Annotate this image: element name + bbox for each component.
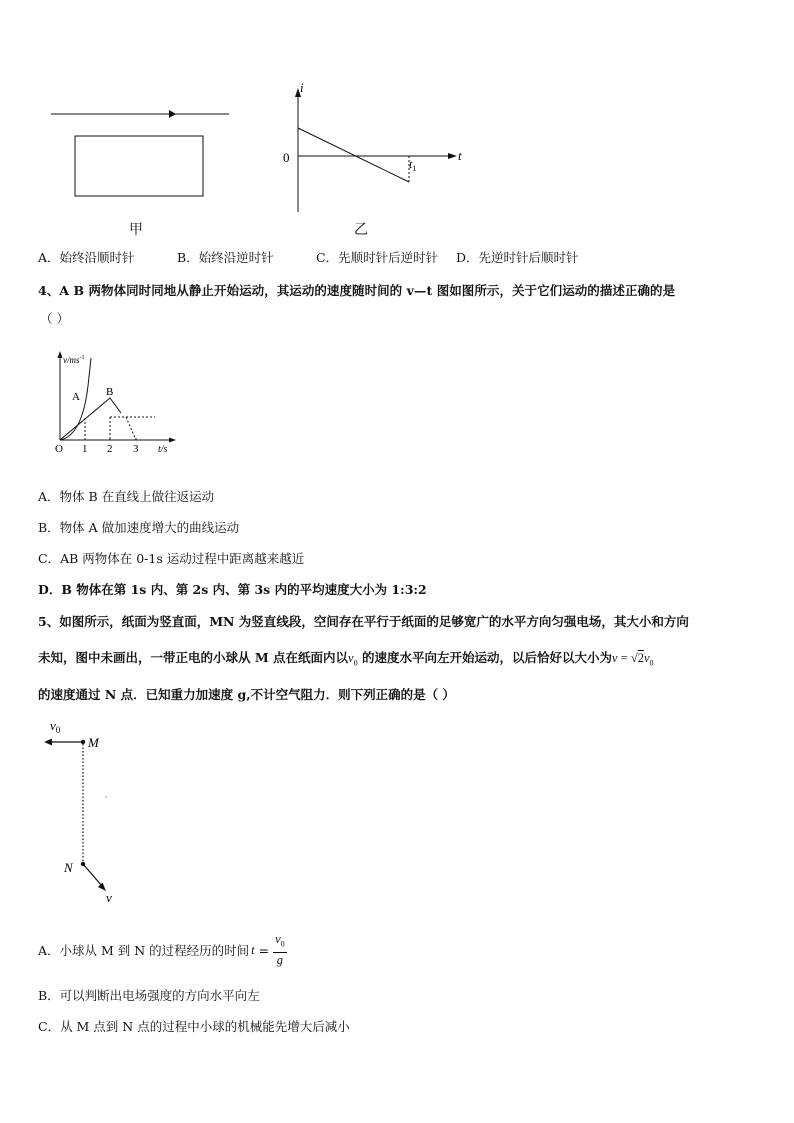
q5-line-1: 5、如图所示，纸面为竖直面，MN 为竖直线段，空间存在平行于纸面的足够宽广的水平方向匀强电场，其大小和方向 — [38, 614, 689, 629]
q3-option-b: B．始终沿逆时针 — [177, 250, 274, 265]
y-axis-label: i — [300, 80, 304, 95]
origin-label: 0 — [283, 150, 290, 165]
v-label: v — [106, 890, 112, 905]
q3-option-d: D．先逆时针后顺时针 — [456, 250, 579, 265]
coil-rectangle — [75, 136, 203, 196]
point-m — [81, 740, 85, 744]
x-axis-arrow-icon — [448, 153, 457, 159]
line-b — [60, 398, 121, 440]
q5-line-2: 未知，图中未画出，一带正电的小球从 M 点在纸面内以$v_0$ 的速度水平向左开始运动，以后恰好以大小为$v = √2v_0$ — [38, 650, 654, 668]
q3-option-c: C．先顺时针后逆时针 — [316, 250, 439, 265]
tick-label-2: 2 — [107, 443, 113, 455]
figure-jia-label: 甲 — [129, 222, 143, 238]
q5-option-a: A．小球从 M 到 N 的过程经历的时间 t = $\frac{v_0}{g}$ — [38, 932, 285, 967]
x-axis-arrow-icon — [169, 438, 176, 443]
q4-stem-paren: （ ） — [40, 311, 69, 326]
label-a: A — [72, 391, 80, 403]
v0-arrow-head-icon — [44, 739, 52, 746]
tick-label-3: 3 — [133, 443, 139, 455]
current-line — [298, 128, 409, 182]
y-axis-label: $v/ms^{-1}$ — [63, 355, 85, 365]
x-axis-label: t/s — [158, 444, 168, 455]
label-b: B — [106, 386, 114, 398]
q5-line-3: 的速度通过 N 点．已知重力加速度 g,不计空气阻力．则下列正确的是（ ） — [38, 687, 455, 702]
tick-label-1: 1 — [82, 443, 88, 455]
q5-figure — [40, 712, 140, 912]
q4-stem: 4、A B 两物体同时同地从静止开始运动，其运动的速度随时间的 v—t 图如图所示，关于它们运动的描述正确的是 — [38, 283, 676, 298]
figure-jia — [45, 100, 235, 205]
n-label: N — [64, 860, 73, 875]
t1-label: $t_1$ — [409, 157, 417, 173]
q5-speed-equation: $v = √2v_0$ — [611, 651, 654, 668]
q4-option-d: D．B 物体在第 1s 内、第 2s 内、第 3s 内的平均速度大小为 1:3:2 — [38, 582, 427, 597]
m-label: M — [88, 735, 99, 750]
q5-option-c: C．从 M 点到 N 点的过程中小球的机械能先增大后减小 — [38, 1019, 350, 1034]
v0-label: $v_0$ — [50, 718, 61, 735]
v-arrow-head-icon — [98, 883, 106, 892]
q5-option-b: B．可以判断出电场强度的方向水平向左 — [38, 988, 260, 1003]
q4-option-a: A．物体 B 在直线上做往返运动 — [38, 489, 215, 504]
dashed-fall — [126, 417, 136, 440]
arrow-head-icon — [169, 110, 176, 118]
q4-option-c: C．AB 两物体在 0-1s 运动过程中距离越来越近 — [38, 551, 305, 566]
q3-option-a: A．始终沿顺时针 — [38, 250, 135, 265]
origin-label: O — [55, 443, 63, 455]
q4-option-b: B．物体 A 做加速度增大的曲线运动 — [38, 520, 240, 535]
figure-yi-graph — [275, 80, 475, 220]
fraction: $\frac{v_0}{g}$ — [275, 932, 285, 967]
y-axis-arrow-icon — [58, 351, 63, 358]
q4-vt-graph — [50, 350, 185, 460]
figure-yi-label: 乙 — [354, 222, 368, 238]
v-arrow — [83, 864, 102, 886]
stray-dot — [105, 796, 106, 797]
x-axis-label: t — [458, 148, 462, 163]
